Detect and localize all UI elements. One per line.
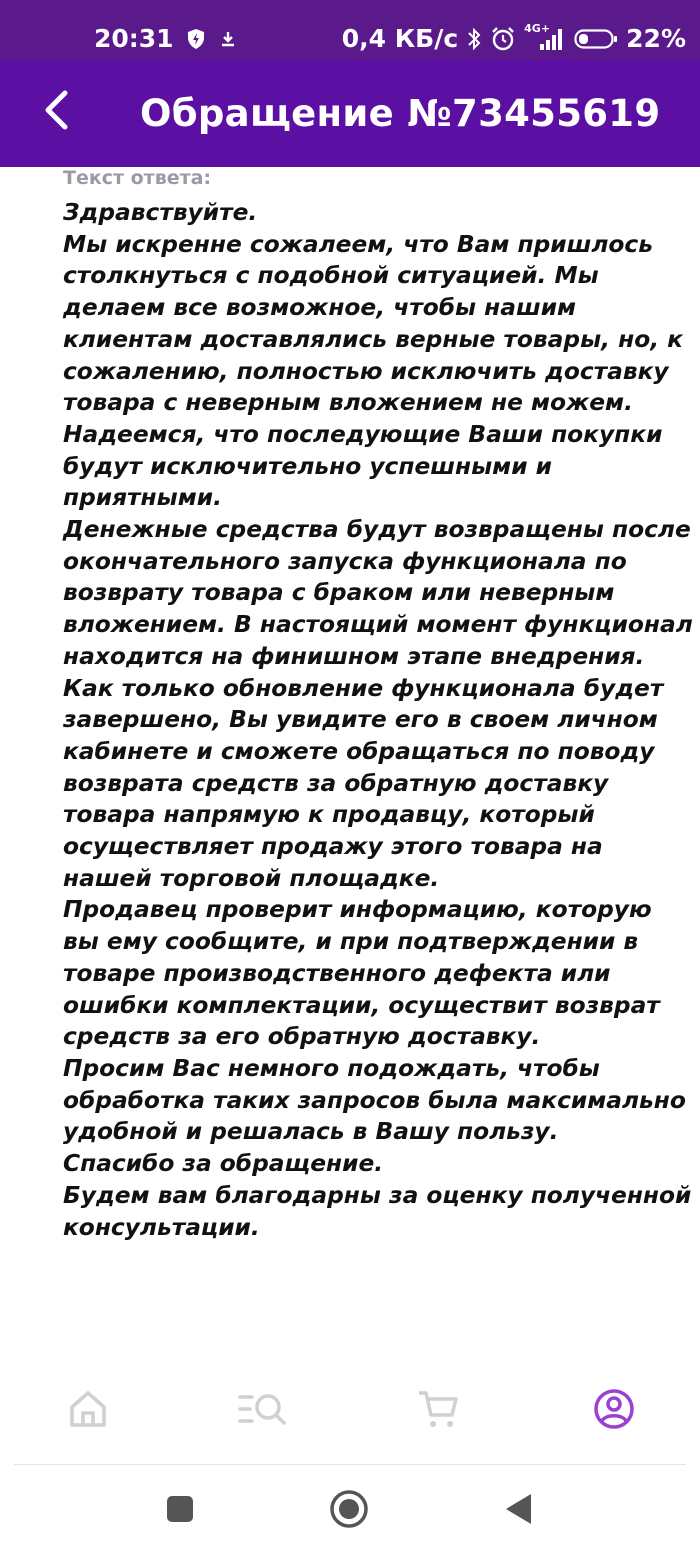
response-paragraph: Как только обновление функционала будет завершено, Вы увидите его в своем личном кабинете и сможете обращаться по поводу возврата средств за обратную доставку товара напрямую к продавцу, который осуществляет продажу этого товара на нашей торговой площадке. bbox=[63, 674, 664, 892]
cart-icon bbox=[416, 1387, 460, 1435]
nav-catalog[interactable] bbox=[238, 1387, 290, 1435]
response-label: Текст ответа: bbox=[63, 167, 212, 189]
response-paragraph: Спасибо за обращение. bbox=[63, 1150, 384, 1178]
system-back-button[interactable] bbox=[496, 1489, 540, 1533]
response-paragraph: Мы искренне сожалеем, что Вам пришлось столкнуться с подобной ситуацией. Мы делаем все возможное, чтобы нашим клиентам доставлялись верные товары, но, к сожалению, полностью исключить доставку товара с неверным вложением не можем. bbox=[63, 230, 683, 417]
response-paragraph: Денежные средства будут возвращены после окончательного запуска функционала по возврату товара с браком или неверным вложением. В настоящий момент функционал находится на финишном этапе внедрения. bbox=[63, 516, 693, 670]
status-bar bbox=[0, 0, 700, 60]
catalog-search-icon bbox=[238, 1389, 290, 1433]
shield-icon bbox=[186, 28, 206, 50]
status-left bbox=[94, 24, 238, 53]
recents-button[interactable] bbox=[158, 1489, 202, 1533]
back-arrow-icon bbox=[43, 90, 69, 134]
app-header bbox=[0, 60, 700, 167]
response-paragraph: Просим Вас немного подождать, чтобы обработка таких запросов была максимально удобной и решалась в Вашу пользу. bbox=[63, 1054, 686, 1146]
system-home-button[interactable] bbox=[327, 1489, 371, 1533]
response-paragraph: Продавец проверит информацию, которую вы ему сообщите, и при подтверждении в товаре производственного дефекта или ошибки комплектации, осуществит возврат средств за его обратную доставку. bbox=[63, 896, 660, 1051]
profile-icon bbox=[592, 1387, 636, 1435]
system-nav bbox=[0, 1465, 700, 1556]
bluetooth-icon bbox=[466, 27, 482, 51]
download-icon bbox=[218, 29, 238, 49]
network-speed: 0,4 КБ/с bbox=[341, 24, 459, 53]
response-paragraph: Будем вам благодарны за оценку полученной консультации. bbox=[63, 1181, 692, 1241]
response-paragraph: Здравствуйте. bbox=[63, 199, 258, 226]
status-right bbox=[341, 21, 686, 53]
page-title: Обращение №73455619 bbox=[140, 92, 661, 135]
response-text bbox=[63, 197, 693, 1243]
nav-home[interactable] bbox=[64, 1387, 112, 1435]
home-icon bbox=[66, 1387, 110, 1435]
signal-icon bbox=[524, 21, 566, 52]
alarm-icon bbox=[490, 26, 516, 52]
bottom-nav bbox=[0, 1355, 700, 1465]
back-button[interactable] bbox=[34, 90, 78, 134]
battery-percent: 22% bbox=[626, 24, 686, 53]
status-time: 20:31 bbox=[94, 24, 174, 53]
battery-icon bbox=[574, 28, 618, 50]
nav-cart[interactable] bbox=[414, 1387, 462, 1435]
response-paragraph: Надеемся, что последующие Ваши покупки будут исключительно успешными и приятными. bbox=[63, 420, 663, 512]
recents-icon bbox=[165, 1494, 195, 1528]
home-circle-icon bbox=[329, 1489, 369, 1533]
nav-profile[interactable] bbox=[590, 1387, 638, 1435]
response-content[interactable] bbox=[0, 167, 700, 1355]
network-type: 4G+ bbox=[524, 21, 551, 35]
back-triangle-icon bbox=[503, 1492, 533, 1530]
